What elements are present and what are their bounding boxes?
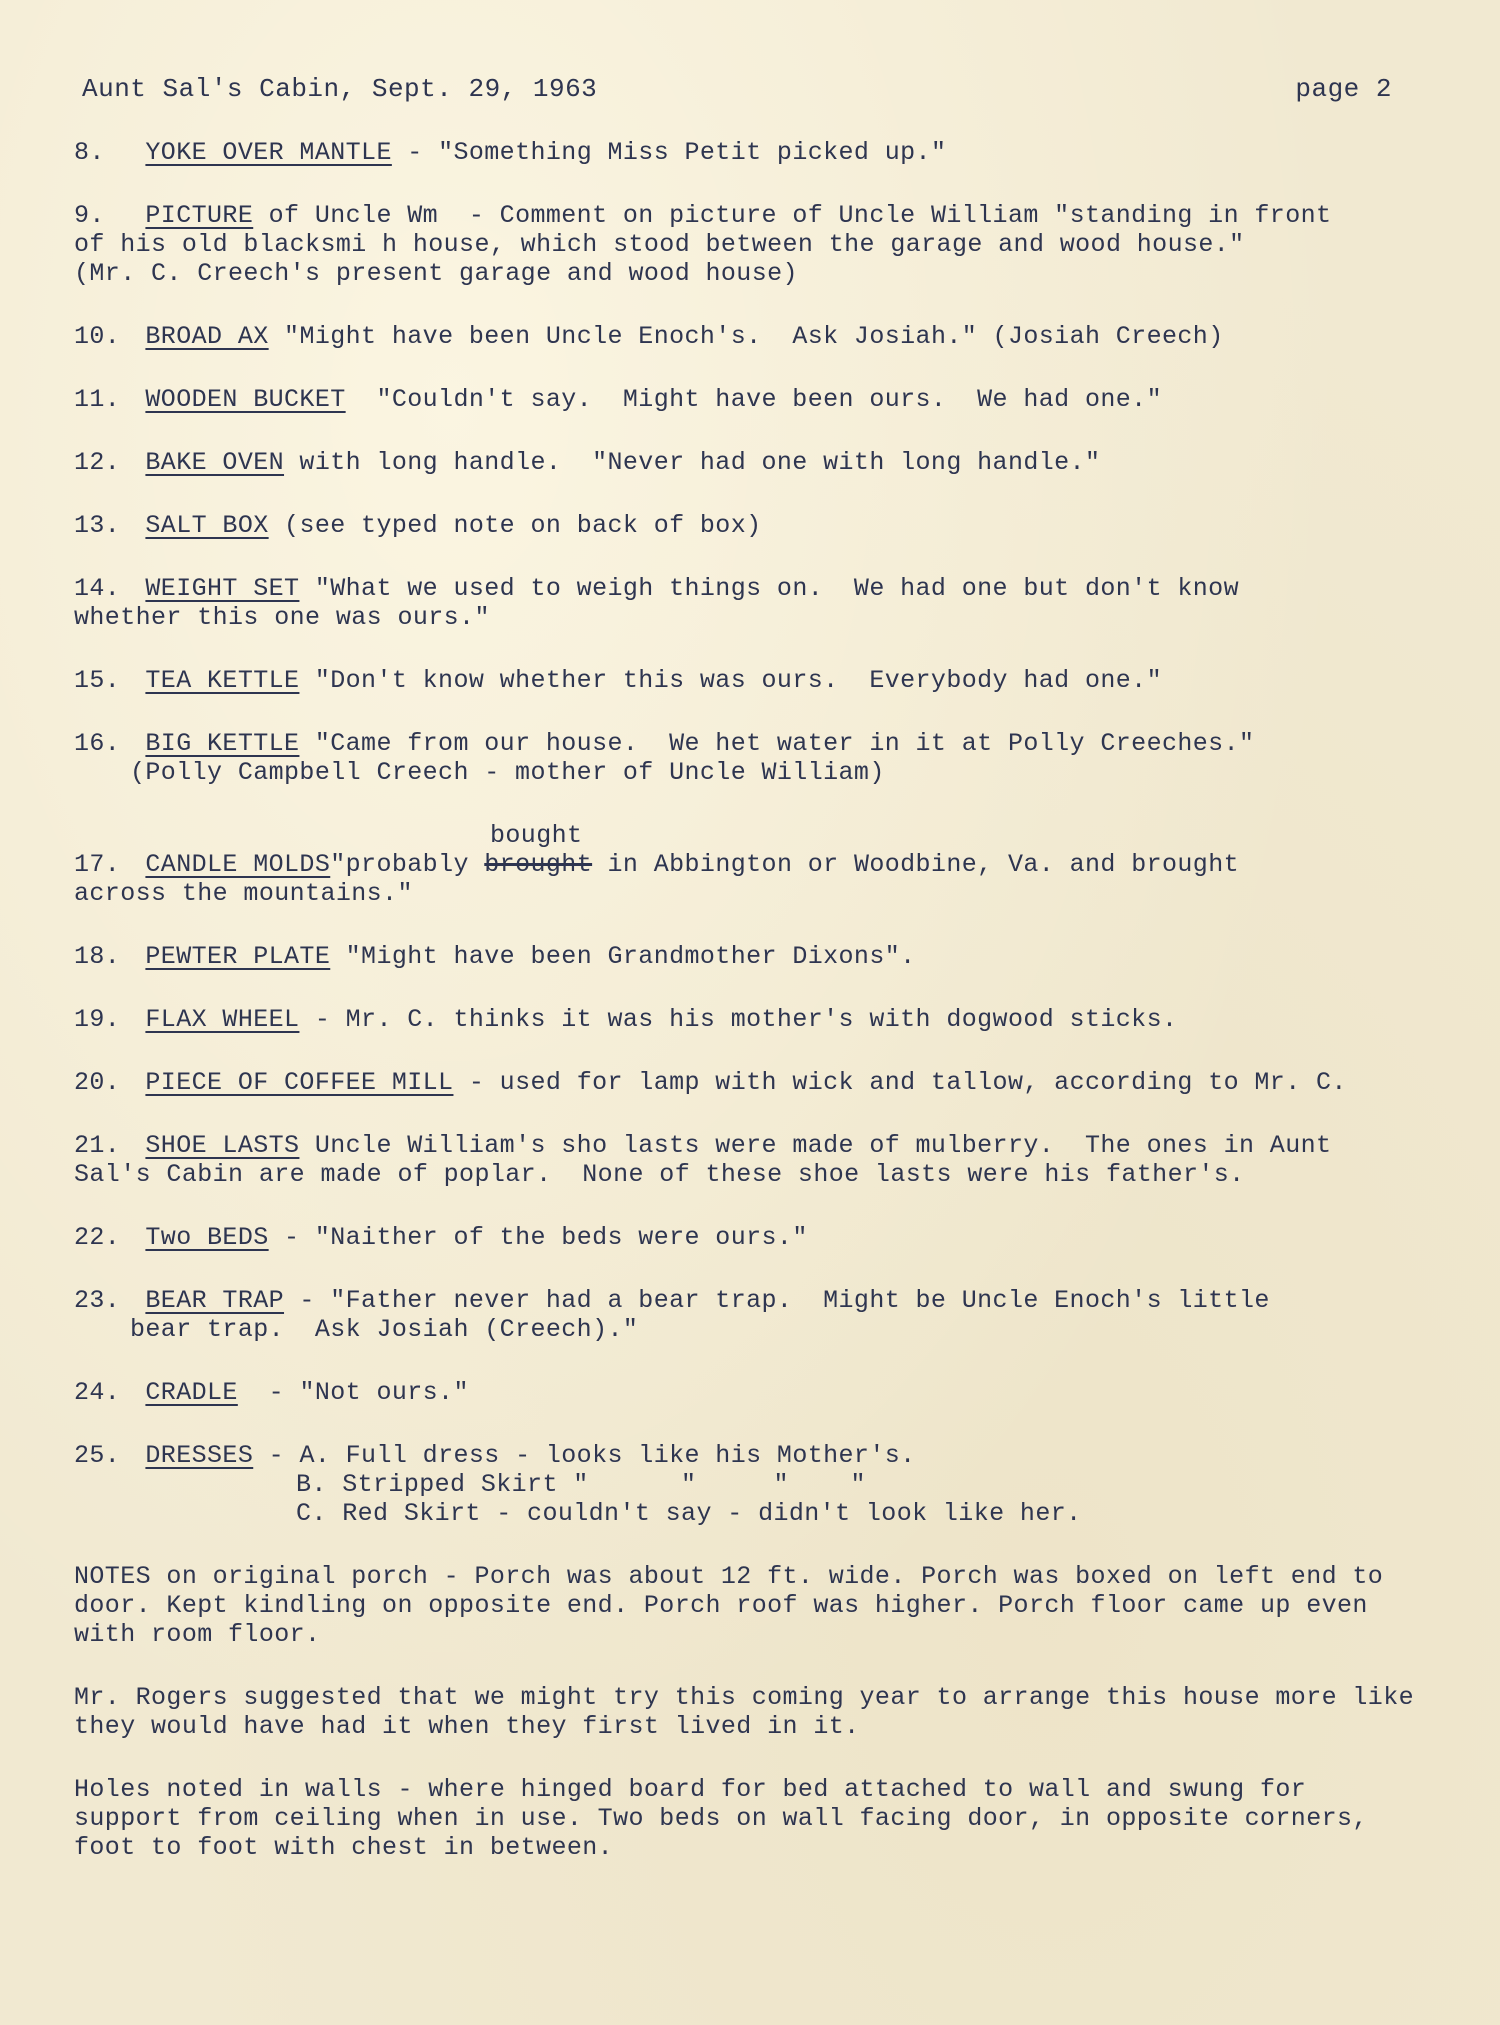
item-continuation: Sal's Cabin are made of poplar. None of these shoe lasts were his father's. [74, 1160, 1245, 1189]
item-label: WEIGHT SET [145, 574, 300, 603]
list-item [74, 821, 1414, 908]
list-item [74, 1286, 1414, 1344]
item-number: 20. [74, 1068, 121, 1097]
handwritten-correction: bought [490, 821, 583, 850]
item-label: WOODEN BUCKET [145, 385, 346, 414]
item-number: 11. [74, 385, 121, 414]
item-line [74, 942, 1414, 971]
item-label: SALT BOX [145, 511, 269, 540]
item-number: 15. [74, 666, 121, 695]
list-item [74, 1378, 1414, 1407]
item-label: FLAX WHEEL [145, 1005, 300, 1034]
item-comment: - Mr. C. thinks it was his mother's with dogwood sticks. [299, 1005, 1178, 1034]
item-label: YOKE OVER MANTLE [145, 138, 392, 167]
item-comment: - "Something Miss Petit picked up." [391, 138, 947, 167]
list-item [74, 385, 1414, 414]
item-line [74, 511, 1414, 540]
list-item [74, 201, 1414, 288]
list-item [74, 322, 1414, 351]
document-title: Aunt Sal's Cabin, Sept. 29, 1963 [82, 74, 598, 104]
item-number: 10. [74, 322, 121, 351]
item-number: 16. [74, 729, 121, 758]
item-line [74, 201, 1414, 230]
list-item [74, 1441, 1414, 1528]
item-continuation: bear trap. Ask Josiah (Creech)." [130, 1315, 639, 1344]
item-number: 12. [74, 448, 121, 477]
item-comment: "Might have been Grandmother Dixons". [330, 942, 916, 971]
item-comment: "Came from our house. We het water in it at Polly Creeches." [299, 729, 1255, 758]
item-label: BIG KETTLE [145, 729, 300, 758]
notes-section [74, 1562, 1414, 1862]
inventory-list [74, 138, 1414, 1896]
struck-word: brought [484, 850, 593, 879]
item-comment: "Couldn't say. Might have been ours. We had one." [345, 385, 1162, 414]
note-paragraph: Mr. Rogers suggested that we might try this coming year to arrange this house more like they would have had it when they first lived in it. [74, 1683, 1415, 1741]
item-number: 24. [74, 1378, 121, 1407]
list-item [74, 729, 1414, 787]
item-line [74, 729, 1414, 758]
list-item [74, 666, 1414, 695]
item-number: 17. [74, 850, 121, 879]
item-number: 19. [74, 1005, 121, 1034]
item-label: Two BEDS [145, 1223, 269, 1252]
list-item [74, 448, 1414, 477]
item-comment: (see typed note on back of box) [268, 511, 762, 540]
list-item [74, 1223, 1414, 1252]
item-line [74, 850, 1414, 879]
item-number: 9. [74, 201, 105, 230]
item-line [74, 1286, 1414, 1315]
item-continuation: across the mountains." [74, 879, 413, 908]
item-comment: with long handle. "Never had one with long handle." [284, 448, 1101, 477]
page-number: page 2 [1295, 74, 1392, 104]
list-item [74, 1131, 1414, 1189]
item-comment: "Might have been Uncle Enoch's. Ask Josiah." (Josiah Creech) [268, 322, 1224, 351]
item-line [74, 1441, 1414, 1470]
item-line [74, 385, 1414, 414]
item-line [74, 1223, 1414, 1252]
item-number: 23. [74, 1286, 121, 1315]
item-line [74, 322, 1414, 351]
item-line [74, 666, 1414, 695]
item-number: 14. [74, 574, 121, 603]
item-label: CRADLE [145, 1378, 238, 1407]
item-comment: "Don't know whether this was ours. Everybody had one." [299, 666, 1162, 695]
item-number: 18. [74, 942, 121, 971]
note-paragraph: NOTES on original porch - Porch was about 12 ft. wide. Porch was boxed on left end to door. Kept kindling on opposite end. Porch roof was higher. Porch floor came up even with room floor. [74, 1562, 1384, 1649]
item-line [74, 1378, 1414, 1407]
item-line [74, 448, 1414, 477]
item-label: PEWTER PLATE [145, 942, 331, 971]
list-item [74, 1068, 1414, 1097]
item-line [74, 1005, 1414, 1034]
item-line [74, 138, 1414, 167]
item-label: SHOE LASTS [145, 1131, 300, 1160]
list-item [74, 138, 1414, 167]
item-comment: of Uncle Wm - Comment on picture of Uncle William "standing in front [253, 201, 1332, 230]
item-comment: in Abbington or Woodbine, Va. and brought [592, 850, 1240, 879]
item-label: BROAD AX [145, 322, 269, 351]
item-label: PICTURE [145, 201, 254, 230]
list-item [74, 1005, 1414, 1034]
item-number: 13. [74, 511, 121, 540]
item-comment: - used for lamp with wick and tallow, according to Mr. C. [453, 1068, 1347, 1097]
list-item [74, 574, 1414, 632]
item-number: 22. [74, 1223, 121, 1252]
item-continuation: (Polly Campbell Creech - mother of Uncle William) [130, 758, 885, 787]
item-number: 21. [74, 1131, 121, 1160]
item-continuation: (Mr. C. Creech's present garage and wood house) [74, 259, 798, 288]
item-line [74, 1068, 1414, 1097]
item-comment: Uncle William's sho lasts were made of mulberry. The ones in Aunt [299, 1131, 1332, 1160]
item-line [74, 1131, 1414, 1160]
item-label: BEAR TRAP [145, 1286, 285, 1315]
item-label: PIECE OF COFFEE MILL [145, 1068, 454, 1097]
item-line [74, 574, 1414, 603]
list-item [74, 511, 1414, 540]
item-continuation: whether this one was ours." [74, 603, 490, 632]
item-comment: - A. Full dress - looks like his Mother's. [253, 1441, 916, 1470]
item-comment: - "Father never had a bear trap. Might be Uncle Enoch's little [284, 1286, 1270, 1315]
note-paragraph: Holes noted in walls - where hinged board for bed attached to wall and swung for support from ceiling when in use. Two beds on wall facing door, in opposite corners, foot to foot with chest in between. [74, 1775, 1368, 1862]
item-subentry: B. Stripped Skirt " " " " [296, 1470, 866, 1499]
item-comment: "probably [330, 850, 485, 879]
item-comment: - "Naither of the beds were ours." [268, 1223, 808, 1252]
item-number: 25. [74, 1441, 121, 1470]
list-item [74, 942, 1414, 971]
item-subentry: C. Red Skirt - couldn't say - didn't look like her. [296, 1499, 1082, 1528]
item-label: BAKE OVEN [145, 448, 285, 477]
item-label: DRESSES [145, 1441, 254, 1470]
item-continuation: of his old blacksmi h house, which stood between the garage and wood house." [74, 230, 1245, 259]
item-label: TEA KETTLE [145, 666, 300, 695]
item-number: 8. [74, 138, 105, 167]
item-label: CANDLE MOLDS [145, 850, 331, 879]
item-comment: "What we used to weigh things on. We had one but don't know [299, 574, 1239, 603]
item-comment: - "Not ours." [237, 1378, 469, 1407]
